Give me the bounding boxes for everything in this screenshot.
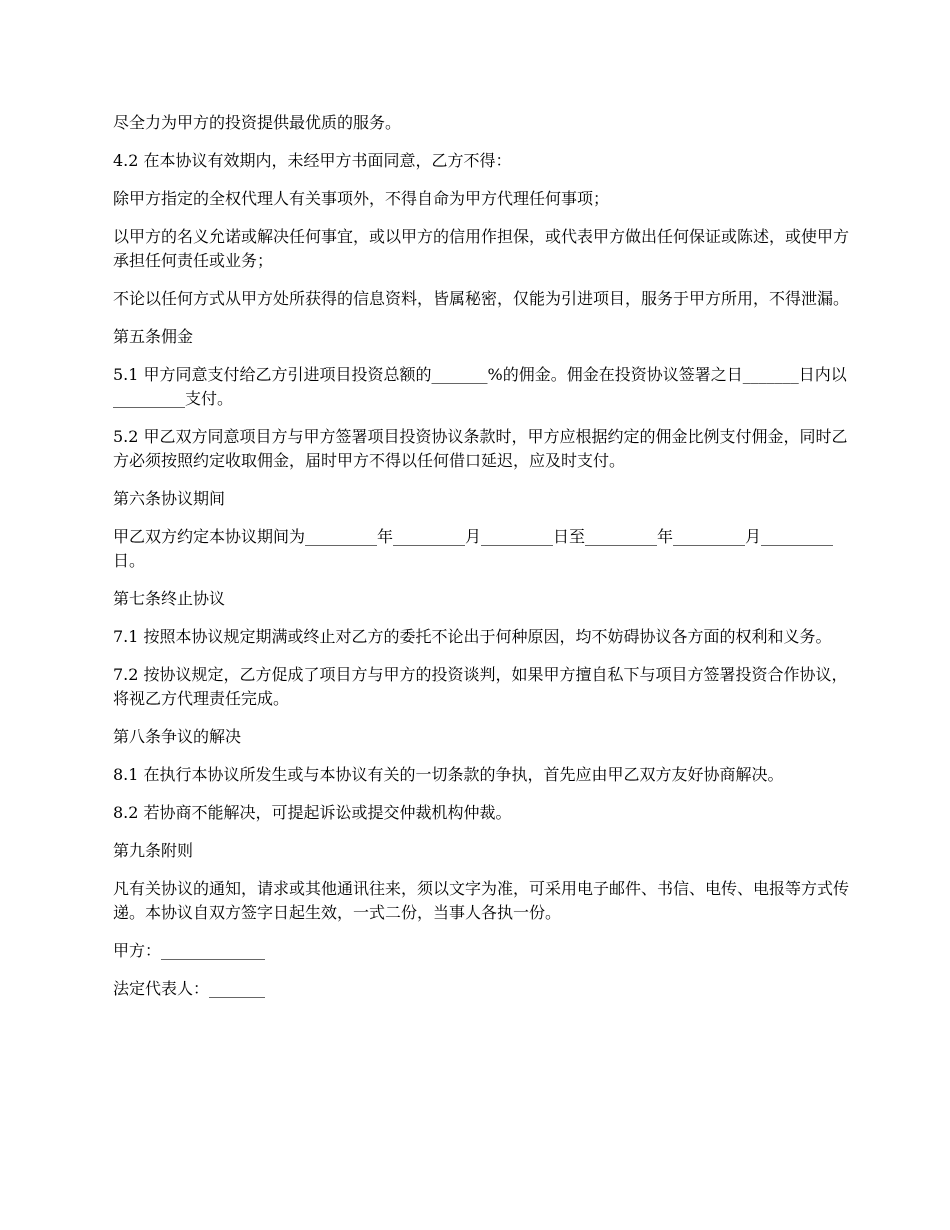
- legal-representative-signature-line: 法定代表人：_______: [113, 979, 266, 998]
- article-5-heading: 第五条佣金: [113, 327, 194, 346]
- document-body: [113, 111, 853, 1015]
- clause-8-1: 8.1 在执行本协议所发生或与本协议有关的一切条款的争执，首先应由甲乙双方友好协商解决。: [113, 765, 784, 784]
- clause-7-1: 7.1 按照本协议规定期满或终止对乙方的委托不论出于何种原因，均不妨碍协议各方面的权利和义务。: [113, 627, 832, 646]
- agreement-period: 甲乙双方约定本协议期间为_________年_________月_________日至_________年_________月_________日。: [113, 527, 834, 570]
- clause-5-2: 5.2 甲乙双方同意项目方与甲方签署项目投资协议条款时，甲方应根据约定的佣金比例支付佣金，同时乙方必须按照约定收取佣金，届时甲方不得以任何借口延迟，应及时支付。: [113, 427, 848, 470]
- article-9-heading: 第九条附则: [113, 841, 194, 860]
- clause-4-2: 4.2 在本协议有效期内，未经甲方书面同意，乙方不得：: [113, 151, 512, 170]
- article-6-heading: 第六条协议期间: [113, 489, 226, 508]
- clause-4-2-item-1: 除甲方指定的全权代理人有关事项外，不得自命为甲方代理任何事项；: [113, 189, 610, 208]
- article-7-heading: 第七条终止协议: [113, 589, 226, 608]
- supplementary-provisions: 凡有关协议的通知，请求或其他通讯往来，须以文字为准，可采用电子邮件、书信、电传、电报等方式传递。本协议自双方签字日起生效，一式二份，当事人各执一份。: [113, 879, 850, 922]
- clause-5-1: 5.1 甲方同意支付给乙方引进项目投资总额的_______%的佣金。佣金在投资协议签署之日_______日内以_________支付。: [113, 365, 847, 408]
- clause-7-2: 7.2 按协议规定，乙方促成了项目方与甲方的投资谈判，如果甲方擅自私下与项目方签署投资合作协议，将视乙方代理责任完成。: [113, 665, 848, 708]
- clause-8-2: 8.2 若协商不能解决，可提起诉讼或提交仲裁机构仲裁。: [113, 803, 512, 822]
- paragraph-service-commitment: 尽全力为甲方的投资提供最优质的服务。: [113, 113, 402, 132]
- article-8-heading: 第八条争议的解决: [113, 727, 242, 746]
- clause-4-2-item-3: 不论以任何方式从甲方处所获得的信息资料，皆属秘密，仅能为引进项目，服务于甲方所用，不得泄漏。: [113, 289, 850, 308]
- party-a-signature-line: 甲方：_____________: [113, 941, 266, 960]
- clause-4-2-item-2: 以甲方的名义允诺或解决任何事宜，或以甲方的信用作担保，或代表甲方做出任何保证或陈述，或使甲方承担任何责任或业务；: [113, 227, 850, 270]
